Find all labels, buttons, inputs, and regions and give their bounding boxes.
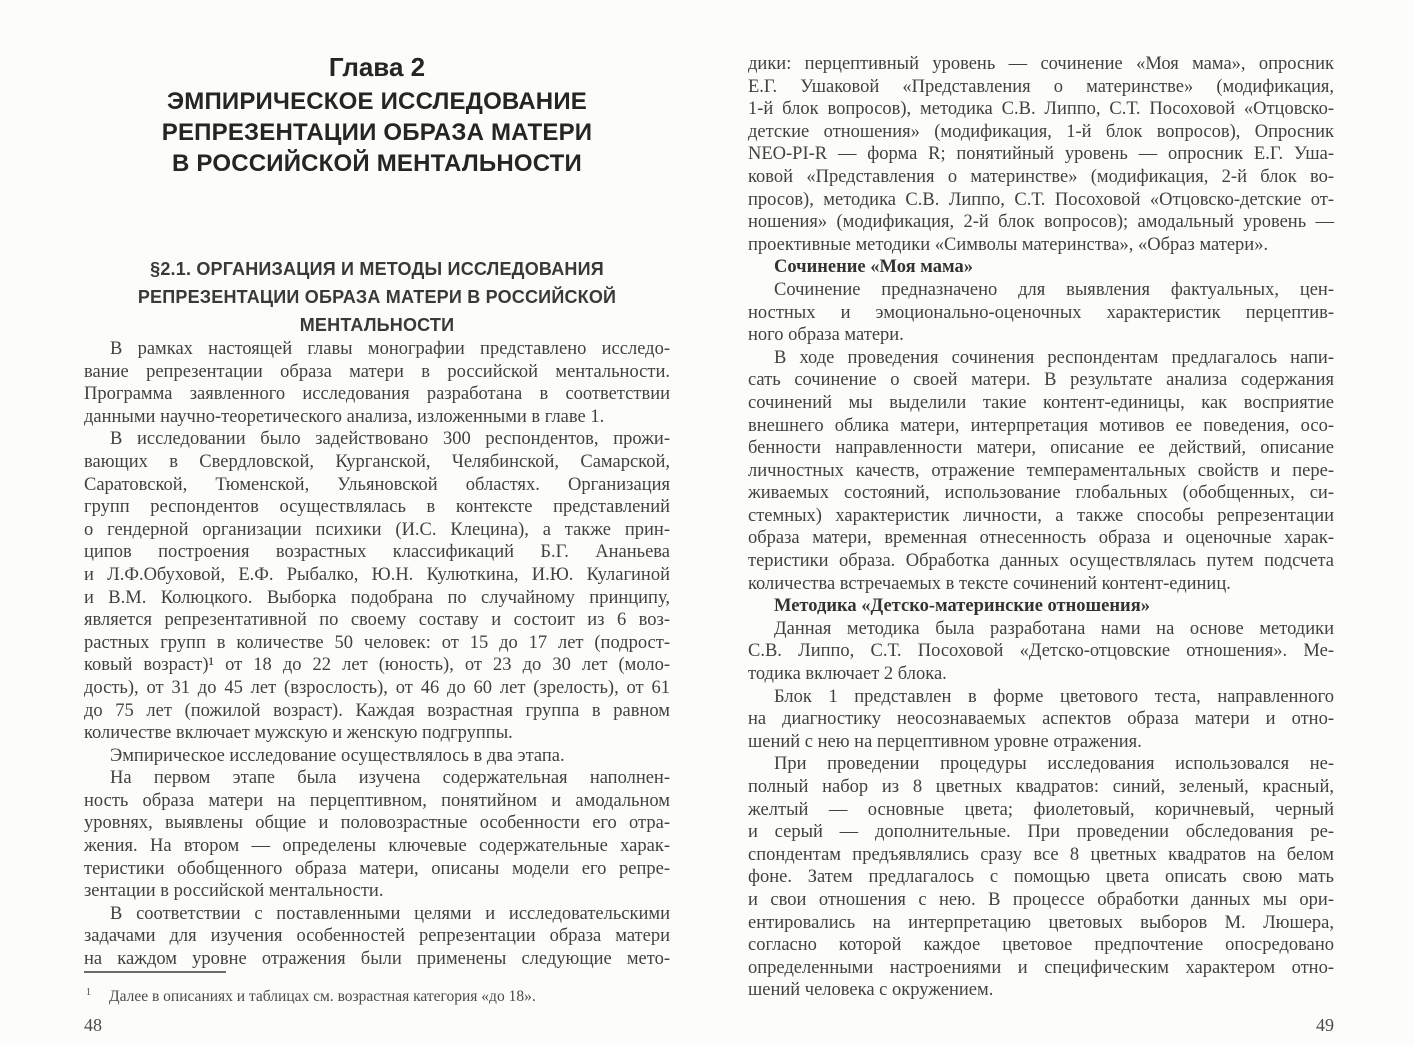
- text-line: детские отношения» (модификация, 1-й блок вопросов), Опросник: [748, 121, 1334, 142]
- footnote-rule: [84, 971, 226, 973]
- text-line: внешнего облика матери, интерпретация мотивов ее поведения, осо-: [748, 415, 1334, 436]
- paragraph: [748, 686, 1334, 754]
- paragraph: [84, 903, 670, 971]
- subsection-heading: [748, 256, 1334, 279]
- text-line: ковый возраст)¹ от 18 до 22 лет (юность), от 23 до 30 лет (моло-: [84, 655, 670, 676]
- chapter-title-line: ЭМПИРИЧЕСКОЕ ИССЛЕДОВАНИЕ: [166, 88, 587, 115]
- section-heading-line: РЕПРЕЗЕНТАЦИИ ОБРАЗА МАТЕРИ В РОССИЙСКОЙ: [137, 287, 617, 307]
- page-right: [748, 0, 1334, 1045]
- text-line: Саратовской, Тюменской, Ульяновской областях. Организация: [84, 474, 670, 495]
- text-line: шений человека с окружением.: [748, 980, 994, 1001]
- text-line: Программа заявленного исследования разработана в соответствии: [84, 384, 670, 405]
- text-line: При проведении процедуры исследования использовался не-: [774, 754, 1334, 775]
- text-line: о гендерной организации психики (И.С. Клецина), а также прин-: [84, 519, 670, 540]
- text-line: сочинений мы выделили такие контент-единицы, как восприятие: [748, 392, 1334, 413]
- text-line: растных групп в количестве 50 человек: от 15 до 17 лет (подрост-: [84, 632, 670, 653]
- text-line: спондентам предъявлялись сразу все 8 цветных квадратов на белом: [748, 844, 1334, 865]
- page-number-left: 48: [84, 1015, 102, 1035]
- footnote-marker: 1: [86, 987, 91, 998]
- text-line: шений с нею на перцептивном уровне отражения.: [748, 731, 1142, 752]
- paragraph: [84, 745, 670, 768]
- paragraph: [84, 428, 670, 744]
- paragraph: [748, 279, 1334, 347]
- text-line: сать сочинение о своей матери. В результате анализа содержания: [748, 370, 1334, 391]
- text-line: согласно которой каждое цветовое предпочтение опосредовано: [748, 935, 1334, 956]
- text-line: полный набор из 8 цветных квадратов: синий, зеленый, красный,: [748, 777, 1334, 797]
- right-body-text: [748, 53, 1334, 1002]
- text-line: ципов построения возрастных классификаций Б.Г. Ананьева: [84, 542, 670, 563]
- text-line: бенности направленности матери, описание ее действий, описание: [748, 438, 1334, 459]
- footnote: [84, 983, 670, 1007]
- text-line: образа матери, временная отнесенность образа и оценочные харак-: [748, 528, 1334, 549]
- section-heading: [84, 255, 670, 339]
- text-line: групп респондентов осуществлялась в контексте представлений: [84, 497, 670, 518]
- page-number-right: 49: [1316, 1015, 1334, 1035]
- chapter-title-line: В РОССИЙСКОЙ МЕНТАЛЬНОСТИ: [172, 150, 582, 177]
- text-line: ностных и эмоционально-оценочных характеристик перцептив-: [748, 302, 1334, 323]
- text-line: является репрезентативной по своему составу и состоит из 6 воз-: [84, 610, 670, 631]
- text-line: В соответствии с поставленными целями и исследовательскими: [110, 903, 670, 924]
- text-line: количества встречаемых в тексте сочинений контент-единиц.: [748, 573, 1231, 594]
- text-line: жения. На втором — определены ключевые содержательные харак-: [84, 836, 670, 857]
- text-line: и серый — дополнительные. При проведении обследования ре-: [748, 822, 1334, 843]
- text-line: и Л.Ф.Обуховой, Е.Ф. Рыбалко, Ю.Н. Кулюткина, И.Ю. Кулагиной: [84, 564, 670, 585]
- text-line: NEO-PI-R — форма R; понятийный уровень — опросник Е.Г. Уша-: [748, 144, 1334, 165]
- text-line: вание репрезентации образа матери в российской ментальности.: [84, 361, 670, 382]
- text-line: ковой «Представления о материнстве» (модификация, 2-й блок во-: [748, 166, 1334, 187]
- text-line: просов), методика С.В. Липпо, С.Т. Посоховой «Отцовско-детские от-: [748, 189, 1334, 210]
- text-line: желтый — основные цвета; фиолетовый, коричневый, черный: [748, 799, 1334, 820]
- paragraph: [84, 767, 670, 903]
- text-line: 1-й блок вопросов), методика С.В. Липпо, С.Т. Посоховой «Отцовско-: [748, 99, 1334, 120]
- text-line: Методика «Детско-материнские отношения»: [774, 596, 1150, 617]
- text-line: В рамках настоящей главы монографии представлено исследо-: [110, 339, 670, 359]
- text-line: проективные методики «Символы материнства», «Образ матери».: [748, 234, 1269, 255]
- text-line: На первом этапе была изучена содержательная наполнен-: [110, 768, 670, 789]
- text-line: В ходе проведения сочинения респондентам предлагалось напи-: [774, 347, 1334, 368]
- section-heading-line: МЕНТАЛЬНОСТИ: [299, 315, 455, 335]
- text-line: личностных качеств, отражение темпераментальных свойств и пере-: [748, 460, 1334, 481]
- text-line: теристики образа. Обработка данных осуществлялась путем подсчета: [748, 551, 1334, 572]
- chapter-title: [84, 86, 670, 179]
- text-line: живаемых состояний, использование глобальных (обобщенных, си-: [748, 483, 1334, 504]
- text-line: зентации в российской ментальности.: [84, 881, 384, 902]
- text-line: стемных) характеристик личности, а также способы репрезентации: [748, 505, 1334, 526]
- text-line: теристики обобщенного образа матери, описаны модели его репре-: [84, 858, 670, 879]
- text-line: ношения» (модификация, 2-й блок вопросов); амодальный уровень —: [748, 212, 1334, 233]
- section-heading-line: §2.1. ОРГАНИЗАЦИЯ И МЕТОДЫ ИССЛЕДОВАНИЯ: [150, 259, 604, 279]
- text-line: тодика включает 2 блока.: [748, 664, 947, 685]
- text-line: С.В. Липпо, С.Т. Посоховой «Детско-отцовские отношения». Ме-: [748, 641, 1334, 662]
- text-line: данными научно-теоретического анализа, изложенными в главе 1.: [84, 406, 605, 427]
- text-line: на диагностику неосознаваемых аспектов образа матери и отно-: [748, 709, 1334, 730]
- text-line: фоне. Затем предлагалось с помощью цвета описать свою мать: [748, 867, 1334, 888]
- text-line: задачами для изучения особенностей репрезентации образа матери: [84, 926, 670, 947]
- text-line: дики: перцептивный уровень — сочинение «Моя мама», опросник: [748, 54, 1334, 74]
- text-line: количестве включает мужскую и женскую подгруппы.: [84, 723, 513, 744]
- text-line: уровнях, выявлены общие и половозрастные особенности его отра-: [84, 813, 670, 834]
- text-line: Сочинение предназначено для выявления фактуальных, цен-: [774, 279, 1334, 300]
- paragraph: [748, 53, 1334, 256]
- text-line: определенными настроениями и специфическим характером отно-: [748, 957, 1334, 978]
- subsection-heading: [748, 595, 1334, 618]
- text-line: Сочинение «Моя мама»: [774, 257, 973, 278]
- text-line: дость), от 31 до 45 лет (взрослость), от 46 до 60 лет (зрелость), от 61: [84, 677, 670, 698]
- chapter-title-line: РЕПРЕЗЕНТАЦИИ ОБРАЗА МАТЕРИ: [161, 119, 593, 146]
- chapter-label: Глава 2: [328, 52, 426, 82]
- paragraph: [748, 347, 1334, 596]
- text-line: Эмпирическое исследование осуществлялось в два этапа.: [110, 745, 565, 766]
- footnote-text: Далее в описаниях и таблицах см. возрастная категория «до 18».: [109, 988, 536, 1006]
- paragraph: [84, 338, 670, 428]
- text-line: до 75 лет (пожилой возраст). Каждая возрастная группа в равном: [84, 700, 670, 721]
- text-line: В исследовании было задействовано 300 респондентов, прожи-: [110, 429, 670, 450]
- text-line: Данная методика была разработана нами на основе методики: [774, 618, 1334, 639]
- text-line: ентировались на интерпретацию цветовых выборов М. Люшера,: [748, 912, 1334, 933]
- text-line: ность образа матери на перцептивном, понятийном и амодальном: [84, 790, 670, 811]
- text-line: вающих в Свердловской, Курганской, Челябинской, Самарской,: [84, 451, 670, 472]
- text-line: и свои отношения с нею. В процессе обработки данных мы ори-: [748, 889, 1334, 910]
- page-left: [84, 0, 670, 1045]
- text-line: на каждом уровне отражения были применены следующие мето-: [84, 949, 670, 970]
- left-body-text: [84, 338, 670, 971]
- text-line: и В.М. Колюцкого. Выборка подобрана по случайному принципу,: [84, 587, 670, 608]
- text-line: Блок 1 представлен в форме цветового теста, направленного: [774, 686, 1334, 707]
- paragraph: [748, 618, 1334, 686]
- text-line: ного образа матери.: [748, 325, 904, 346]
- paragraph: [748, 753, 1334, 1002]
- text-line: Е.Г. Ушаковой «Представления о материнстве» (модификация,: [748, 76, 1334, 97]
